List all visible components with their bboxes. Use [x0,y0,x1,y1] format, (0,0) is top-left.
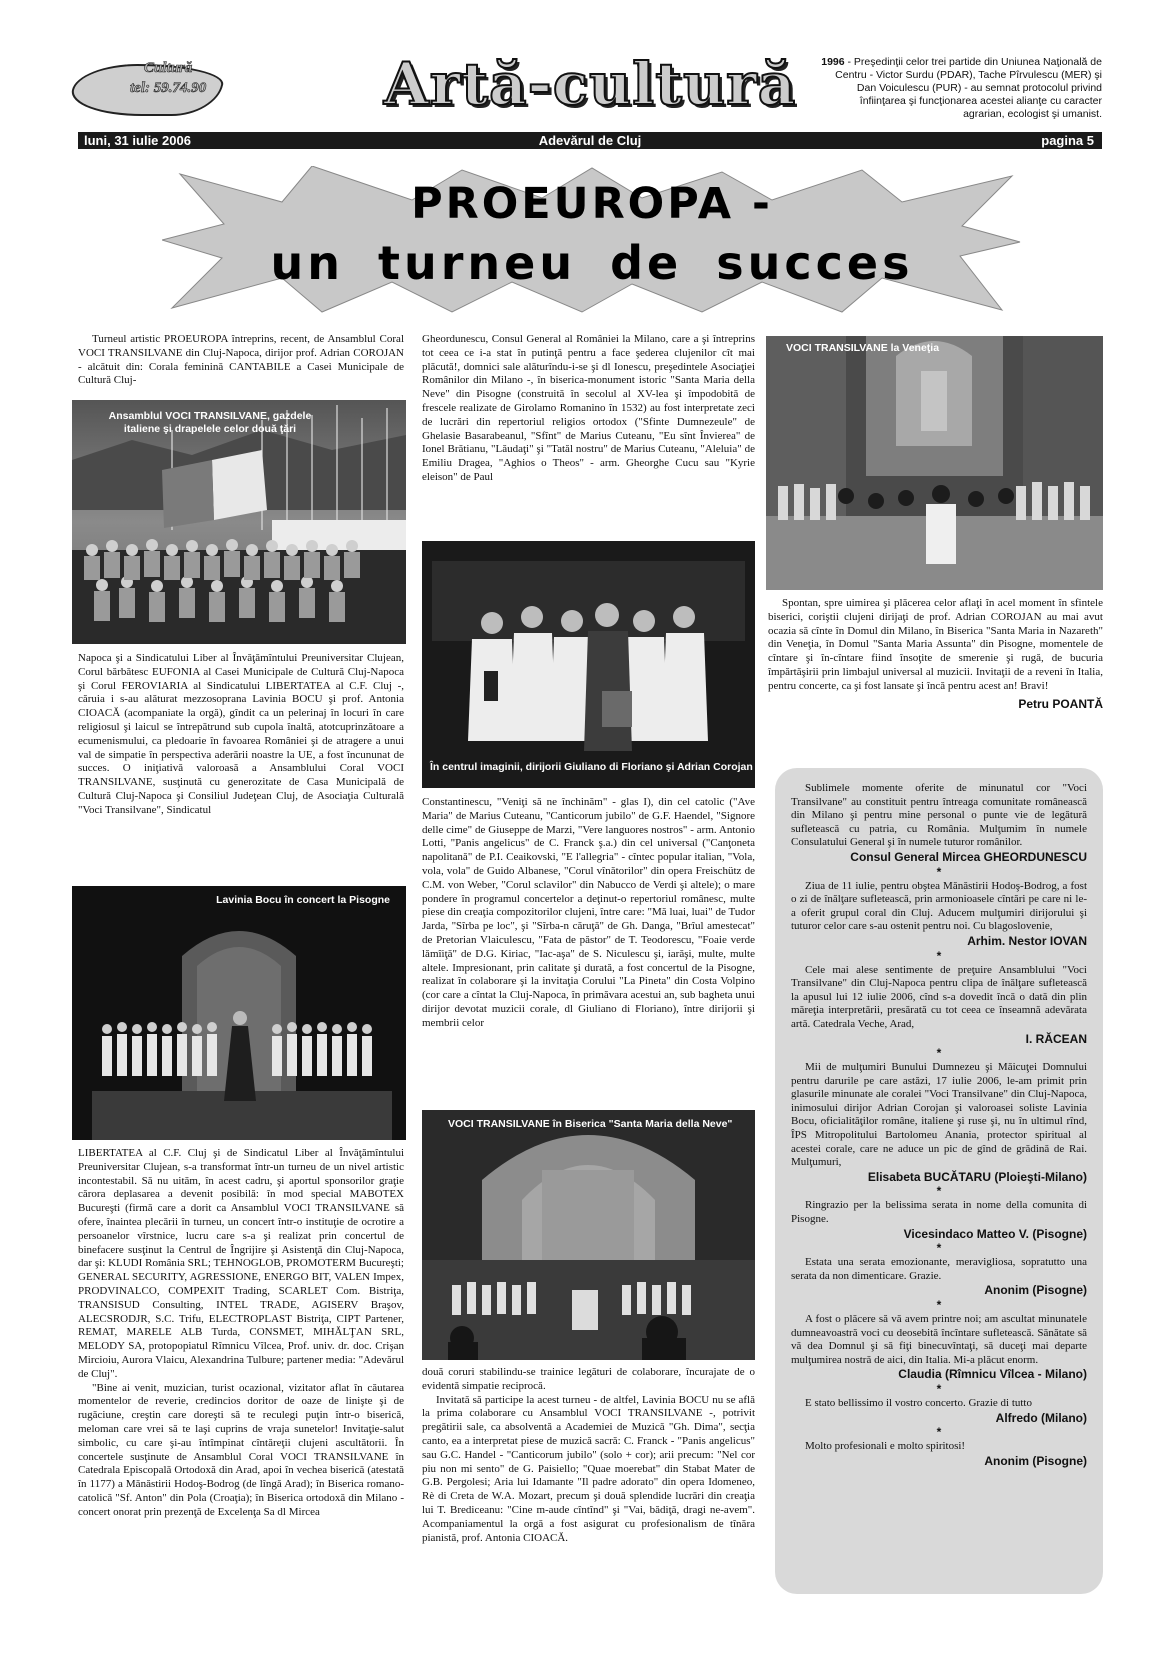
photo-caption-harbor: Ansamblul VOCI TRANSILVANE, gazdele italiene şi drapelele celor două ţări [108,410,312,435]
testimonial-message: Molto profesionali e molto spiritosi! [805,1440,966,1453]
article-paragraph: "Bine ai venit, muzician, turist ocazional, vizitator aflat în căutarea momentelor de reverie, credincios doritor de oaze de linişte şi de rugăciune, creştin care doreşti să te reculegi puţin într-o biserică, meloman care vrei să te laşi cuprins de vraja sunetelor! Invitaţie-salut simbolic, cu care şi-au întîmpinat cîntăreţii clujeni ascultătorii. În concertele susţinute de Ansamblul Coral VOCI TRANSILVANE în Catedrala Episcopală Ortodoxă din Arad, apoi în vechea biserică (atestată în 1177) a Mănăstirii Hodoş-Bodrog (de lîngă Arad); în Biserica romano-catolică "Sf. Anton" din Pola (Croaţia); în Biserica ortodoxă din Milano - concert onorat prin prezenţă de Excelenţa Sa dl Mircea [78,1381,404,1518]
issue-date: luni, 31 iulie 2006 [84,133,191,148]
column-3-text [768,597,1103,711]
section-logo [72,58,262,118]
article-paragraph: Spontan, spre uimirea şi plăcerea celor aflaţi în acel moment în sfintele biserici, coriştii clujeni dirijaţi de prof. Adrian COROJAN au mai avut ocazia să cînte în Domul din Milano, în Biserica "Santa Maria in Nazareth" din Veneţia, în Domul "Santa Maria Assunta" din Pisogne, momentele de cîntare şi în-cîntare fiind însoţite de smerenie şi rugă, de bucuria împărtăşirii prin limbajul universal al muzicii. Invitaţii de a reveni în Italia, pentru concerte, ca şi fost lansate şi încă pentru acest an! Bravi! [768,597,1103,692]
testimonial-signature: Alfredo (Milano) [995,1410,1087,1425]
photo-venice [766,336,1103,590]
history-note [820,56,1102,121]
article-author: Petru POANTĂ [1018,696,1103,711]
testimonial-message: Sublimele momente oferite de minunatul cor "Voci Transilvane" au constituit pentru întreaga comunitate românească din Milano şi pentru mine personal o punte vie de legătură sufletească cu patria, cu România. Mulţumim în numele Consulatului General şi în numele tuturor românilor. [791,782,1087,849]
article-paragraph: două coruri stabilindu-se trainice legături de colaborare, încurajate de o evidentă simpatie reciprocă. [422,1366,755,1392]
testimonial-message: Mii de mulţumiri Bunului Dumnezeu şi Măicuţei Domnului pentru darurile pe care astăzi, 17 iulie 2006, le-am primit prin glasurile minunate ale coralei "Voci Transilvane" din Cluj-Napoca, inimosului dirijor Adrian Corojan şi valoroasei soliste Lavinia Bocu, oficialităţilor române, italiene şi ruse şi, nu în ultimul rînd, ÎPS Mitropolitului Bartolomeu Anania, protector spiritual al acestei corale, care ne aduce un pic de gînd de grădină de Rai. Mulţumuri, [791,1061,1087,1169]
logo-line2: tel: 59.74.90 [130,80,207,96]
photo-harbor [72,400,406,644]
testimonials-box [775,768,1103,1594]
column-2-bottom [422,1366,755,1545]
testimonial-message: Ziua de 11 iulie, pentru obştea Mănăstirii Hodoş-Bodrog, a fost o zi de înălţare sufletească, prin armonioasele cîntări pe care ni le-a oferit grupul coral din Cluj. Aducem mulţumiri dirijorului şi tuturor celor care s-au ostenit pentru noi. Cu blagoslovenie, [791,879,1087,933]
article-paragraph: Gheordunescu, Consul General al României la Milano, care a şi întreprins tot ceea ce i-a stat în putinţă pentru a face şederea clujenilor cît mai plăcută!, domnici sale alăturîndu-i-se şi dl Ionescu, preşedintele Asociaţiei Românilor din Milano -, în biserica-monument istoric "Santa Maria della Neve" din Pisogne (construită în secolul al XV-lea şi împodobită de frescele realizate de Girolamo Romanino în 1532) au fost interpretate zeci de lucrări din repertoriul religios ortodox ("Sfinte Dumnezeule" de Ghelasie Basarabeanul, "Sfînt" de Marius Cuteanu, "Eu sînt Învierea" de Ionel Brătianu, "Lăudaţi" şi "Tatăl nostru" de Marius Cuteanu, "Aleluia" de Emiliu Dragea, "Aghios o Theos" - arm. Gheorghe Cucu sau "Kyrie eleison" de Paul [422,333,755,483]
column-1-bottom [78,1147,404,1520]
headline-line1: PROEUROPA - [411,179,773,229]
photo-conductors [422,541,755,788]
conductors-image [422,541,755,788]
separator-star: * [936,1184,942,1199]
separator-star: * [936,864,942,879]
page-number: pagina 5 [1041,133,1094,148]
separator-star: * [936,1241,942,1256]
history-year: 1996 [821,56,845,68]
testimonial-message: Ringrazio per la belissima serata in nome della comunita di Pisogne. [791,1199,1087,1226]
venice-image [766,336,1103,590]
testimonial-signature: Claudia (Rîmnicu Vîlcea - Milano) [898,1367,1087,1382]
article-paragraph: Turneul artistic PROEUROPA întreprins, recent, de Ansamblul Coral VOCI TRANSILVANE din Cluj-Napoca, dirijor prof. Adrian COROJAN - alcătuit din: Corala feminină CANTABILE a Casei Municipale de Cultură Cluj- [78,333,404,387]
testimonial-message: A fost o plăcere să vă avem printre noi; am ascultat minunatele dumneavoastră voci cu deosebită încîntare sufletească. Sănătate să vă dea Domnul şi să fiţi binecuvîntaţi, să duceţi mai departe mulţumirea nostră de aici, din Italia. Mi-a plăcut enorm. [791,1313,1087,1366]
testimonial-signature: Anonim (Pisogne) [984,1283,1087,1298]
column-1-middle [78,652,404,818]
column-2-middle [422,796,755,1031]
photo-concert [72,886,406,1140]
testimonial-message: Cele mai alese sentimente de preţuire Ansamblului "Voci Transilvane" din Cluj-Napoca pentru clipa de înălţare sufletească la apusul lui 12 iulie 2006, cînd s-a dovedit încă o dată din plin măreţia interpretării, presărată cu tot ceea ce înseamnă adevărata artă. Catedrala Veche, Arad, [791,963,1087,1030]
testimonial-signature: Vicesindaco Matteo V. (Pisogne) [903,1226,1087,1241]
testimonial-message: E stato bellissimo il vostro concerto. Grazie di tutto [805,1396,1032,1409]
photo-caption-neve: VOCI TRANSILVANE în Biserica "Santa Maria della Neve" [448,1118,733,1130]
article-paragraph: Napoca şi a Sindicatului Liber al Învăţămîntului Preuniversitar Clujean, Corul bărbătesc EUFONIA al Casei Municipale de Cultură Cluj-Napoca şi Corul FEROVIARIA al Sindicatului LIBERTATEA al C.F. Cluj -, căruia i s-au alăturat mezzosoprana Lavinia BOCU şi prof. Antonia CIOACĂ (acompaniate la orgă), gîndit ca un pelerinaj în locuri în care religiosul şi laicul se întrepătrund sub cupola înaltă, atotcuprinzătoare a ecumenismului, ca pledoarie în favoarea României şi de atragere a unui val de simpatie în perspectiva aderării noastre la UE, a fost încununat de succes. O iniţiativă valoroasă a Ansamblului Coral VOCI TRANSILVANE, susţinută cu generozitate de Casa Municipală de Cultură Cluj-Napoca şi Consiliul Judeţean Cluj, de Asociaţia Culturală "Voci Transilvane", Sindicatul [78,652,404,816]
testimonial-signature: Anonim (Pisogne) [984,1453,1087,1468]
concert-image [72,886,406,1140]
masthead: Artă-cultură [383,50,797,118]
article-paragraph: Invitată să participe la acest turneu - de altfel, Lavinia BOCU nu se află la prima colaborare cu Ansamblul VOCI TRANSILVANE -, potrivit pregătirii sale, ca absolventă a Academiei de Muzică "Gh. Dima", secţia canto, ea a interpretat piese de muzică sacră: C. Franck - "Panis angelicus" sau G.C. Handel - "Canticorum jubilo" (solo + cor); arii precum: "Nel cor piu non mi sento" de G. Paisiello; "Quae moerebat" din Stabat Mater de G.B. Pergolesi; Aria lui Idamante "Il padre adorato" din opera Idomeneo, Rè di Creta de W.A. Mozart, precum şi două splendide lucrări din creaţia lui T. Brediceanu: "Cine m-aude cîntînd" şi "Vai, bădiţă, dragi ne-avem". Acompaniamentul la orgă a fost asigurat cu profesionalism de tînăra pianistă, prof. Antonia CIOACĂ. [422,1393,755,1544]
testimonial-message: Estata una serata emozionante, meravigliosa, sopratutto una serata da non dimenticare. Grazie. [791,1256,1087,1282]
header-band [78,132,1102,149]
photo-caption-conductors: În centrul imaginii, dirijorii Giuliano di Floriano şi Adrian Corojan [430,761,753,773]
photo-caption-concert: Lavinia Bocu în concert la Pisogne [216,894,390,906]
paper-name: Adevărul de Cluj [538,133,642,148]
article-paragraph: Constantinescu, "Veniţi să ne închinăm" - glas I), din cel catolic ("Ave Maria" de Marius Cuteanu, "Canticorum jubilo" de G.F. Haendel, "Signore delle cime" de Giuseppe de Marzi, "Vere languores nostros" - arm. Antonio Lotti, "Panis angelicus" de C. Franck ş.a.) din cel universal ("Canţoneta napolitană" de P.I. Ceaikovski, "E l'allegria" - cîntec popular italian, "Vola, vola, vola" de Guido Albanese, "Corul vînătorilor" din opera Freischütz de C.M. von Weber, "Corul sclavilor" din Nabucco de Verdi şi altele); o mare pondere în programul concertelor a deţinut-o repertoriul românesc, multe piese din creaţia compozitorilor clujeni, între care: "Mă luai, luai" de Tudor Jarda, "Sîrba pe loc", şi "Sîrba-n căruţă" de Gh. Danga, "Brîul amestecat" de Pretorian Vlaiculescu, "Fata de păstor" de T. Teodorescu, "Foaie verde lămîiţă" de D.G. Kiriac, "Iac-aşa" de S. Niculescu şi, iarăşi, multe, multe altele. Impresionant, prin calitate şi durată, a fost concertul de la Pisogne, realizat în colaborare şi la invitaţia Corului "La Pineta" din Costa Volpino (cor care a cîntat la Cluj-Napoca, în primăvara acestui an, sub bagheta unui dirijor devotat muzicii corale, dl Giuliano di Floriano), între dirijorii şi membrii celor [422,796,755,1029]
photo-neve [422,1110,755,1360]
title-burst [162,166,1022,314]
logo-text [130,58,206,98]
logo-line1: Cultură [143,60,193,76]
separator-star: * [936,1298,942,1312]
testimonial-signature: I. RĂCEAN [1025,1031,1087,1046]
photo-caption-venice: VOCI TRANSILVANE la Veneţia [786,342,940,354]
harbor-image [72,400,406,644]
testimonial-signature: Arhim. Nestor IOVAN [967,933,1087,948]
headline-line2: un turneu de succes [270,236,914,290]
neve-image [422,1110,755,1360]
separator-star: * [936,948,942,963]
testimonial-signature: Elisabeta BUCĂTARU (Ploieşti-Milano) [867,1169,1087,1184]
testimonial-signature: Consul General Mircea GHEORDUNESCU [850,849,1087,864]
column-1-top [78,333,404,388]
column-2-top [422,333,755,485]
separator-star: * [936,1381,942,1396]
history-text: - Preşedinţii celor trei partide din Uniunea Naţională de Centru - Victor Surdu (PDAR), Tache Pîrvulescu (MER) şi Dan Voiculescu (PUR) - au semnat protocolul privind înfiinţarea şi funcţionarea acestei alianţe cu caracter agrarian, ecologist şi umanist. [835,56,1102,120]
article-paragraph: LIBERTATEA al C.F. Cluj şi de Sindicatul Liber al Învăţămîntului Preuniversitar Clujean, s-a transformat într-un turneu de un nivel artistic incontestabil. Să nu uităm, în acest cadru, şi aportul sponsorilor graţie cărora deplasarea a devenit posibilă: în mod special MABOTEX Bucureşti (firmă care a dorit ca Ansamblul VOCI TRANSILVANE să ofere, înaintea plecării în turneu, un concert într-o instituţie de ocrotire a persoanelor vîrstnice, lucru care s-a şi realizat prin concertul de binefacere susţinut la Centrul de Îngrijire şi Asistenţă din Cluj-Napoca, dar şi: KLUDI România SRL; TEHNOGLOB, PROMOTERM Bucureşti; GENERAL SECURITY, AGRESSIONE, ENERGO BIT, VALEN Impex, PRODVINALCO, COMPEXIT Trading, SCARLET Com. Bistriţa, TRANSISUD Consulting, INTEL TRADE, AGISERV Braşov, ALECSRODJR, S.C. Trifu, ELECTROPLAST Bistriţa, CIPT Partener, REMAT, MARELE ALB Turda, CONSMET, MIHĂLŢAN SRL, MELODY SA, protopopiatul Rîmnicu Vîlcea, Prof. univ. dr. doc. Crişan Mircioiu, Aurora Vlaicu, Alexandrina Tulbure; partener media: "Adevărul de Cluj". [78,1147,404,1380]
separator-star: * [936,1046,942,1061]
separator-star: * [936,1425,942,1440]
